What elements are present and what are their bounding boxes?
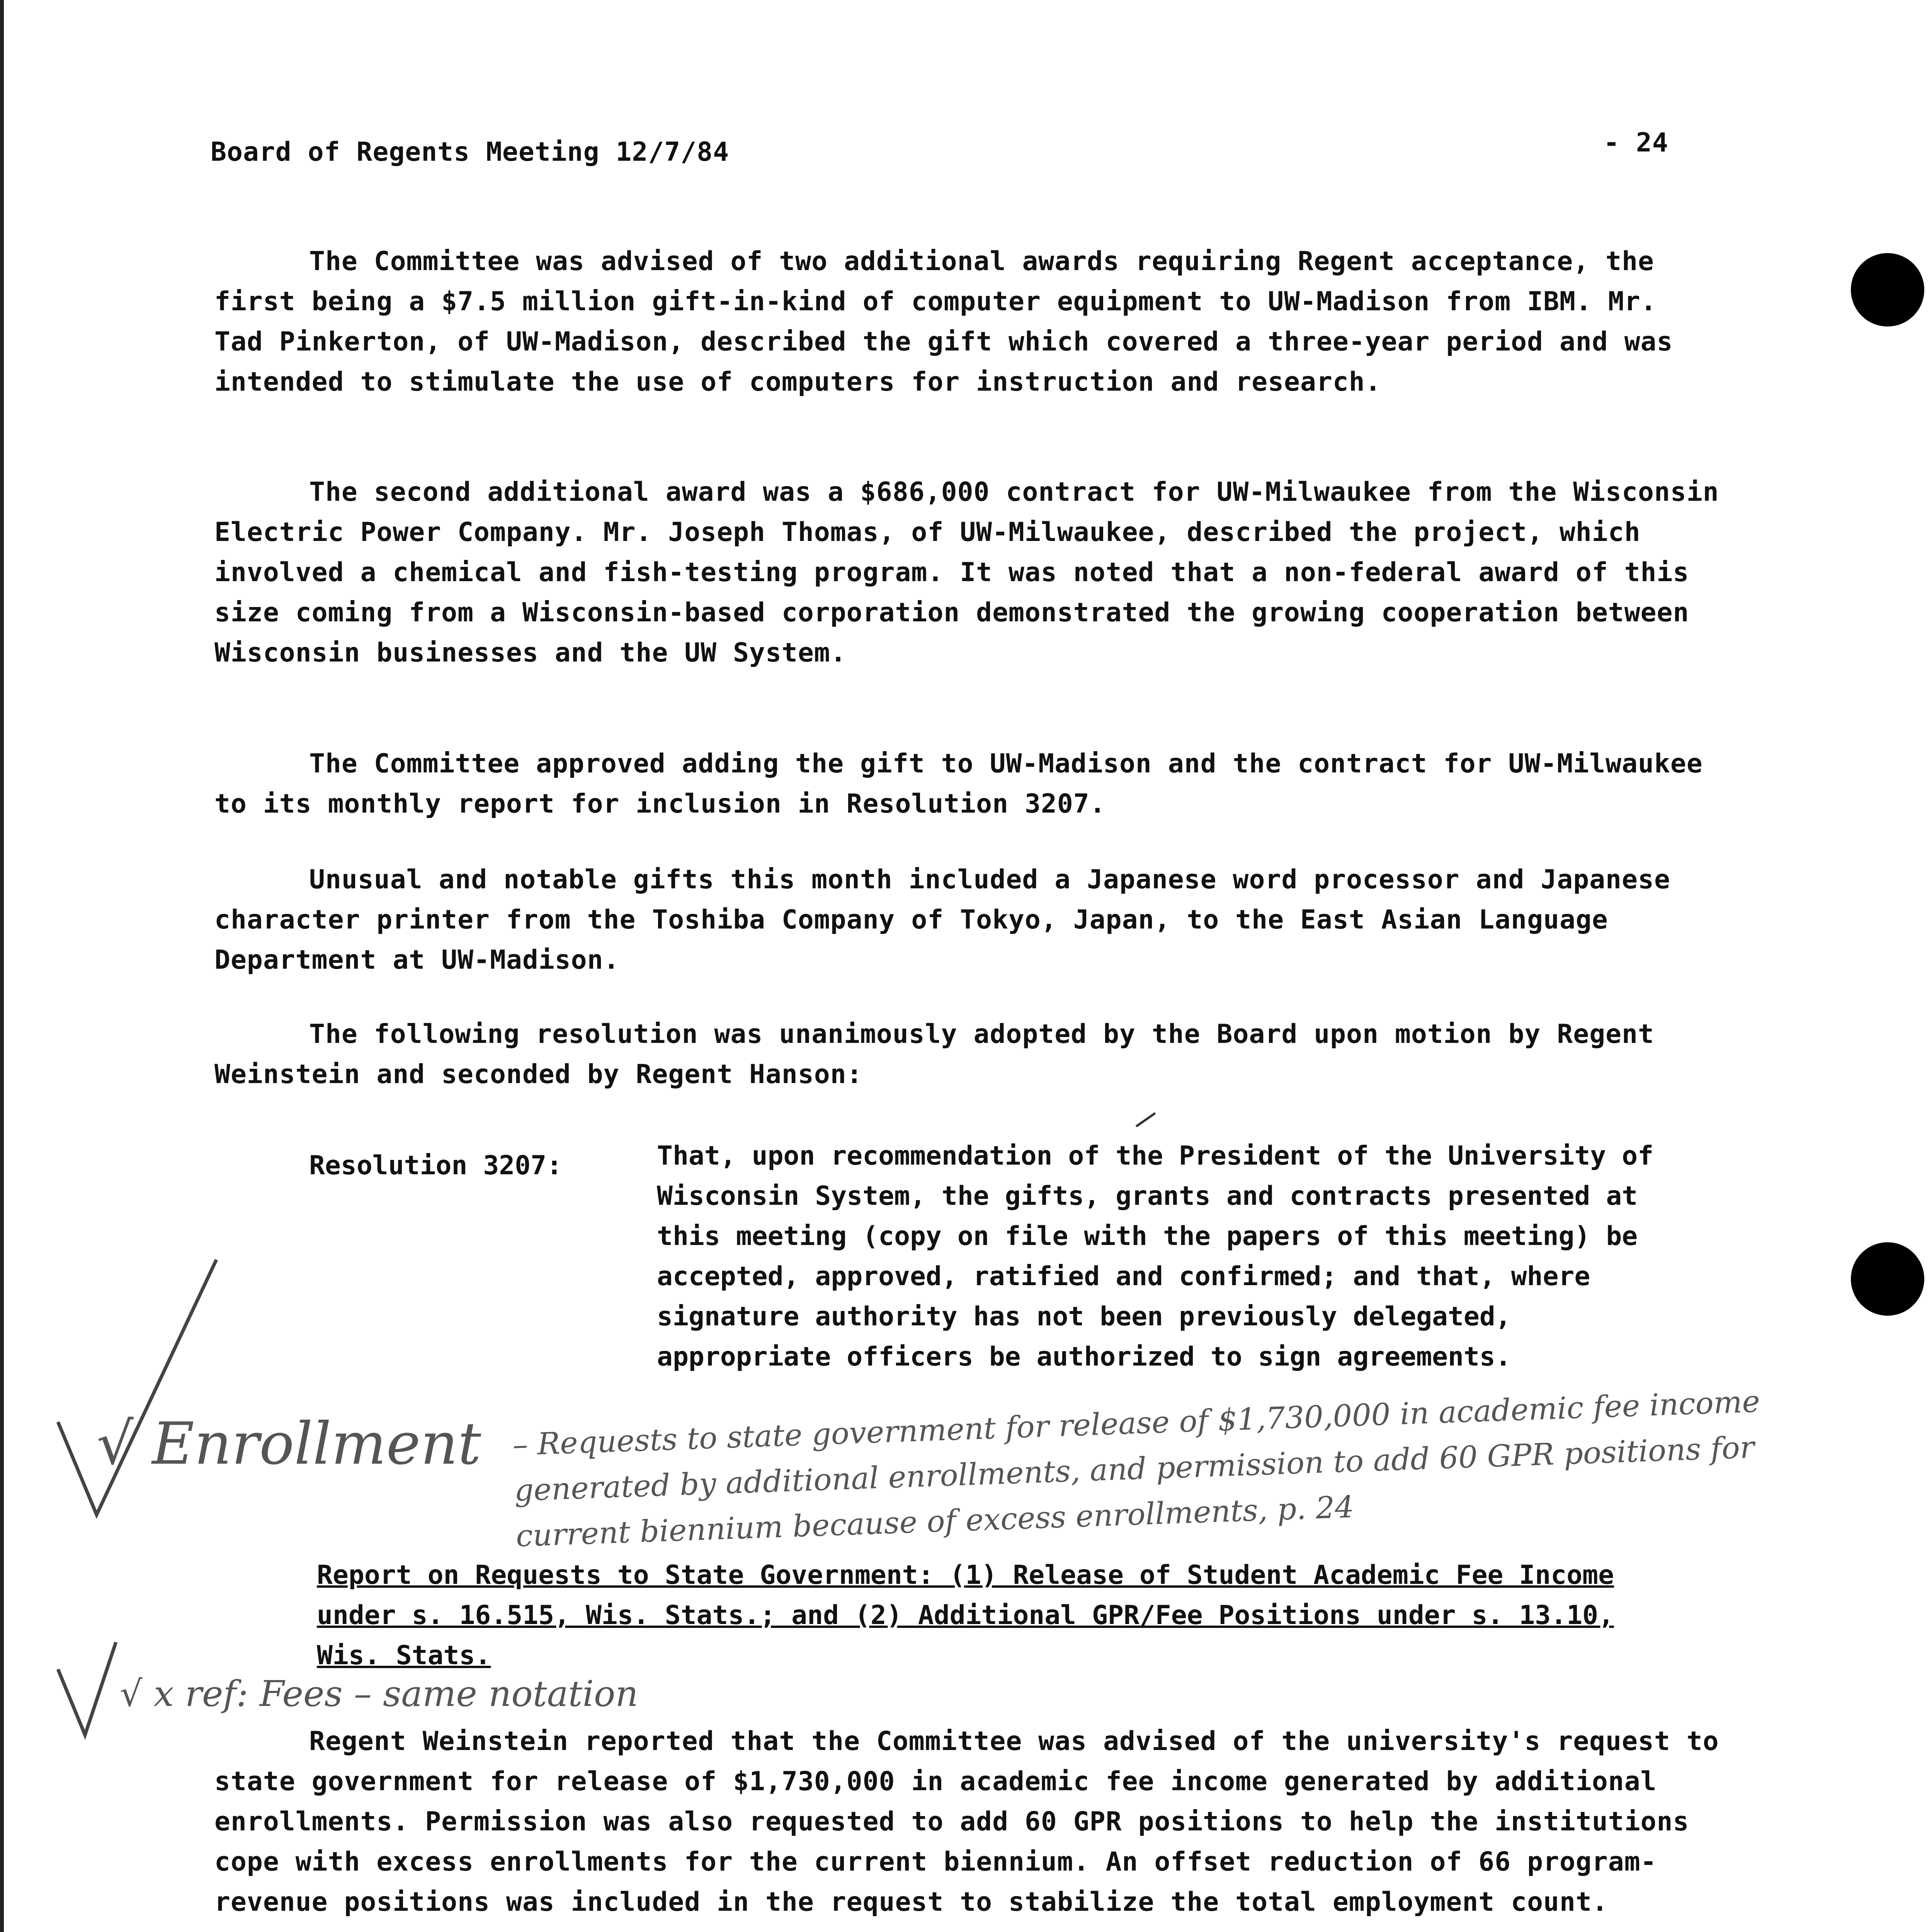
handwritten-enrollment-label: √ Enrollment [97,1410,481,1478]
resolution-label: Resolution 3207: [309,1150,563,1181]
meeting-header-title: Board of Regents Meeting 12/7/84 [211,137,730,167]
heading-state-government-requests: Report on Requests to State Government: (1) Release of Student Academic Fee Income under s. 16.515, Wis. Stats.; and (2) Additional GPR/Fee Positions under s. 13.10, Wis. Stats. [317,1560,1614,1671]
page-number: - 24 [1604,128,1668,158]
paragraph-fee-release-request: Regent Weinstein reported that the Committee was advised of the university's request to state government for release of $1,730,000 in academic fee income generated by additional enrollments. Permission was also requested to add 60 GPR positions to help the institutions cope with excess enrollments for the current biennium. An offset reduction of 66 program-revenue positions was included in the request to stabilize the total employment count. [214,1726,1719,1917]
paragraph-notable-gifts: Unusual and notable gifts this month included a Japanese word processor and Japanese character printer from the Toshiba Company of Tokyo, Japan, to the East Asian Language Department at UW-Madison. [214,864,1670,975]
handwritten-fees-xref: √ x ref: Fees – same notation [120,1673,638,1714]
resolution-text: That, upon recommendation of the President of the University of Wisconsin System, the gifts, grants and contracts presented at this meeting (copy on file with the papers of this meeting) be accepted, approved, ratified and confirmed; and that, where signature authority has not been previously delegated, appropriate officers be authorized to sign agreements. [657,1141,1654,1372]
paragraph-committee-approval: The Committee approved adding the gift to UW-Madison and the contract for UW-Milwaukee to its monthly report for inclusion in Resolution 3207. [214,748,1703,819]
paragraph-ibm-gift: The Committee was advised of two additional awards requiring Regent acceptance, the first being a $7.5 million gift-in-kind of computer equipment to UW-Madison from IBM. Mr. Tad Pinkerton, of UW-Madison, described the gift which covered a three-year period and was intended to stimulate the use of computers for instruction and research. [214,246,1673,397]
paragraph-resolution-intro: The following resolution was unanimously adopted by the Board upon motion by Regent Weinstein and seconded by Regent Hanson: [214,1019,1654,1090]
checkmark-fees [58,1642,116,1735]
paragraph-wepco-contract: The second additional award was a $686,000 contract for UW-Milwaukee from the Wisconsin Electric Power Company. Mr. Joseph Thomas, of UW-Milwaukee, described the project, which involved a chemical and fish-testing program. It was noted that a non-federal award of this size coming from a Wisconsin-based corporation demonstrated the growing cooperation between Wisconsin businesses and the UW System. [214,477,1719,668]
handwritten-enrollment-note: – Requests to state government for release of $1,730,000 in academic fee income generated by additional enrollments, and permission to add 60 GPR positions for current biennium because of excess enrollments, p. 24 [512,1384,1761,1554]
